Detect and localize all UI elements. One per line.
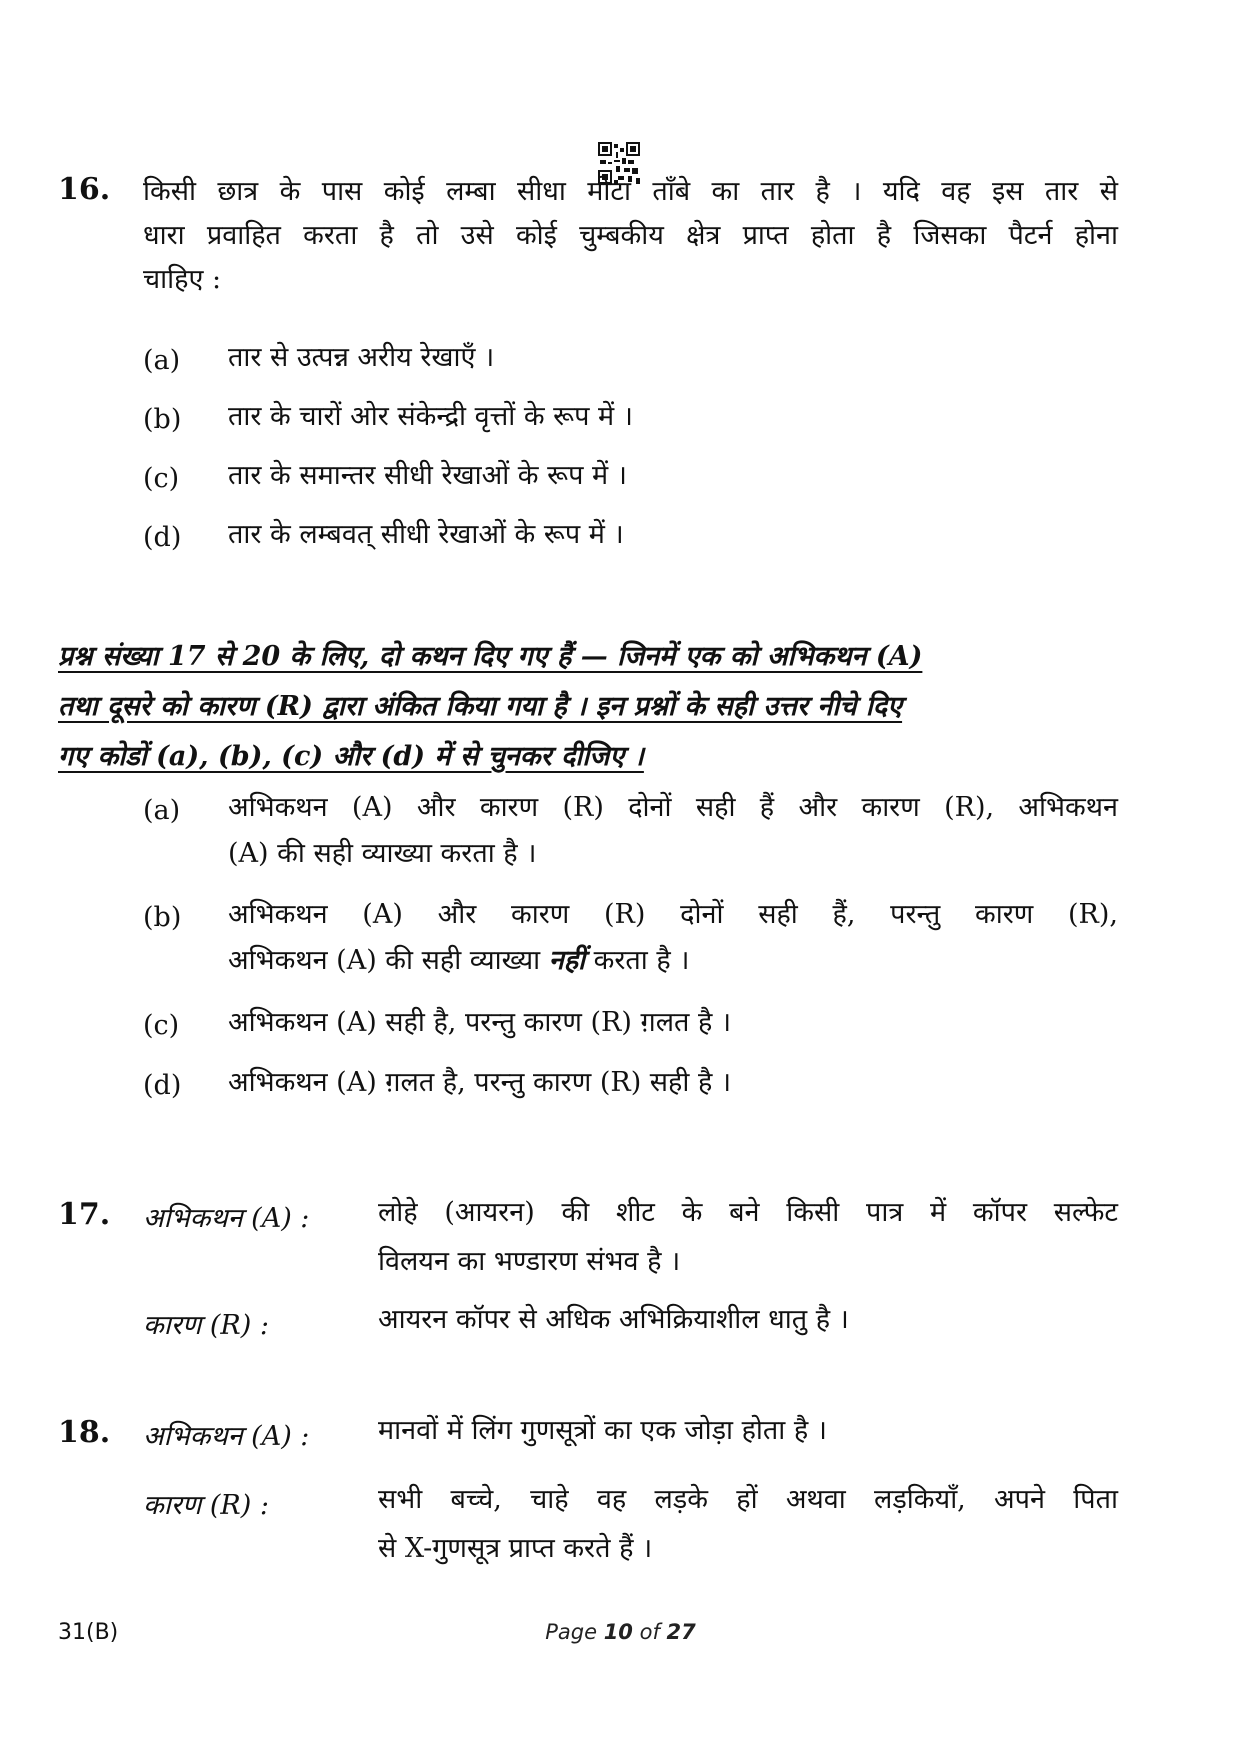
question-line: किसी छात्र के पास कोई लम्बा सीधा मोटा ताँबे का तार है । यदि वह इस तार से	[143, 176, 1118, 207]
code-label: (d)	[143, 1070, 182, 1101]
instruction-line: प्रश्न संख्या 17 से 20 के लिए, दो कथन दिए गए हैं — जिनमें एक को अभिकथन (A)	[58, 641, 923, 672]
code-text: अभिकथन (A) और कारण (R) दोनों सही हैं, परन्तु कारण (R),	[228, 899, 1118, 930]
question-line: चाहिए :	[143, 264, 222, 295]
option-label: (c)	[143, 463, 180, 494]
assertion-label: अभिकथन (A) :	[143, 1203, 310, 1234]
option-text: तार के चारों ओर संकेन्द्री वृत्तों के रूप में ।	[228, 401, 633, 432]
option-label: (a)	[143, 345, 181, 376]
code-label: (a)	[143, 795, 181, 826]
code-text-part: अभिकथन (A) की सही व्याख्या	[228, 945, 541, 976]
code-label: (b)	[143, 902, 182, 933]
instruction-line: गए कोडों (a), (b), (c) और (d) में से चुनकर दीजिए ।	[58, 741, 644, 772]
option-text: तार के समान्तर सीधी रेखाओं के रूप में ।	[228, 460, 627, 491]
assertion-text: विलयन का भण्डारण संभव है ।	[378, 1246, 681, 1277]
instruction-line: तथा दूसरे को कारण (R) द्वारा अंकित किया गया है । इन प्रश्नों के सही उत्तर नीचे दिए	[58, 691, 903, 722]
code-label: (c)	[143, 1010, 180, 1041]
assertion-text: लोहे (आयरन) की शीट के बने किसी पात्र में कॉपर सल्फेट	[378, 1197, 1118, 1228]
question-number: 17.	[58, 1197, 111, 1232]
code-text	[228, 937, 690, 985]
page-prefix: Page	[545, 1620, 597, 1644]
question-text	[143, 170, 1118, 258]
option-label: (b)	[143, 404, 182, 435]
code-text: (A) की सही व्याख्या करता है ।	[228, 838, 537, 869]
reason-text: से X-गुणसूत्र प्राप्त करते हैं ।	[378, 1533, 653, 1564]
instruction-text	[58, 632, 1118, 782]
code-text-part: करता है ।	[593, 945, 690, 976]
option-text: तार के लम्बवत् सीधी रेखाओं के रूप में ।	[228, 519, 624, 550]
code-text: अभिकथन (A) सही है, परन्तु कारण (R) ग़लत है ।	[228, 1007, 732, 1038]
assertion-text: मानवों में लिंग गुणसूत्रों का एक जोड़ा होता है ।	[378, 1415, 828, 1446]
paper-code: 31(B)	[58, 1620, 119, 1645]
option-label: (d)	[143, 522, 182, 553]
page-of: of	[639, 1620, 660, 1644]
assertion-label: अभिकथन (A) :	[143, 1421, 310, 1452]
option-text: तार से उत्पन्न अरीय रेखाएँ ।	[228, 342, 495, 373]
question-line: धारा प्रवाहित करता है तो उसे कोई चुम्बकीय क्षेत्र प्राप्त होता है जिसका पैटर्न होना	[143, 220, 1118, 251]
reason-text: आयरन कॉपर से अधिक अभिक्रियाशील धातु है ।	[378, 1304, 849, 1335]
reason-label: कारण (R) :	[143, 1310, 269, 1341]
question-number: 16.	[58, 172, 111, 207]
reason-text: सभी बच्चे, चाहे वह लड़के हों अथवा लड़कियाँ, अपने पिता	[378, 1484, 1118, 1515]
emphasis-text: नहीं	[548, 945, 586, 976]
page-total: 27	[666, 1620, 696, 1644]
reason-label: कारण (R) :	[143, 1490, 269, 1521]
question-number: 18.	[58, 1415, 111, 1450]
code-text: अभिकथन (A) और कारण (R) दोनों सही हैं और कारण (R), अभिकथन	[228, 792, 1118, 823]
page-number	[0, 1620, 1241, 1644]
page-current: 10	[603, 1620, 633, 1644]
code-text: अभिकथन (A) ग़लत है, परन्तु कारण (R) सही है ।	[228, 1067, 732, 1098]
